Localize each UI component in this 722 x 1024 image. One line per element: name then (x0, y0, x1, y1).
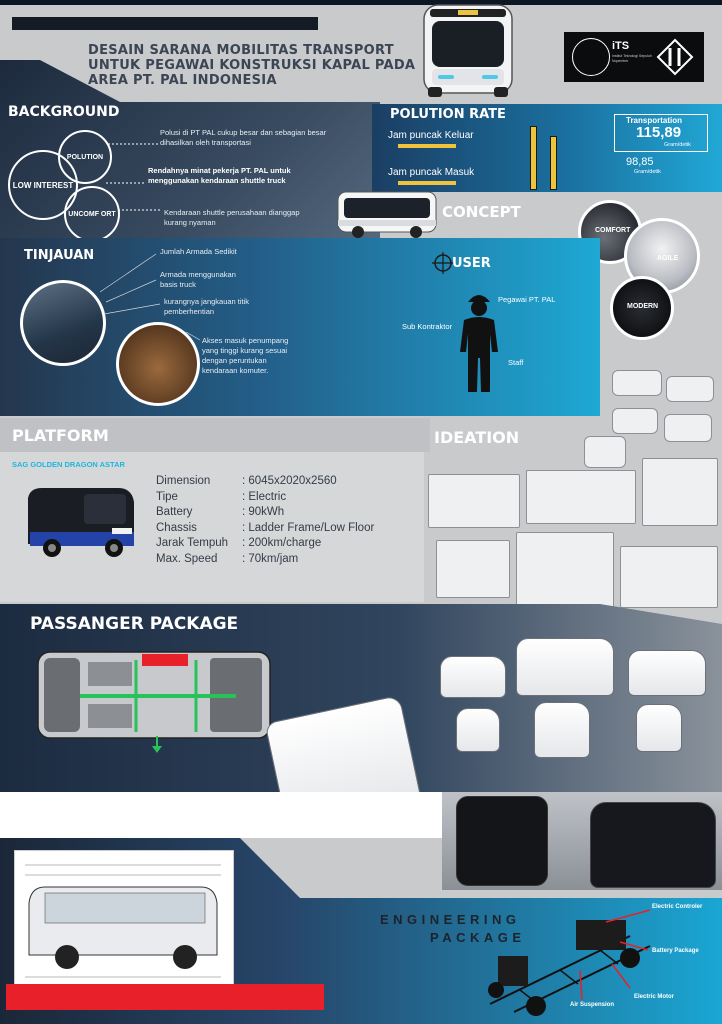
concept-comfort-photo: COMFORT (578, 200, 642, 264)
user-role-staff: Staff (508, 358, 524, 367)
white-band (0, 792, 442, 838)
tinjauan-point-1: Jumlah Armada Sedikit (160, 247, 237, 256)
polution-masuk-label: Jam puncak Masuk (388, 167, 475, 178)
user-crosshair-icon (432, 252, 454, 274)
concept-modern-photo: MODERN (610, 276, 674, 340)
polution-masuk-bar (398, 181, 456, 185)
polution-unit-2: Gram/detik (634, 169, 661, 175)
ideation-sketch-5 (436, 540, 510, 598)
dp-monogram-icon (656, 38, 694, 76)
its-logo-subtext: Institut Teknologi Sepuluh Nopember (612, 54, 652, 63)
background-title: BACKGROUND (8, 104, 120, 120)
header-title: DESAIN SARANA MOBILITAS TRANSPORT UNTUK PEGAWAI KONSTRUKSI KAPAL PADA AREA PT. PAL INDONESIA (88, 43, 416, 88)
its-logo-text: iTS (612, 40, 630, 52)
dark-bus-front-render (590, 802, 716, 888)
technical-drawing (14, 850, 234, 988)
platform-specs (156, 474, 374, 567)
engineering-title-1: ENGINEERING (380, 912, 521, 927)
render-bus-5 (534, 702, 590, 758)
user-role-pegawai: Pegawai PT. PAL (498, 295, 556, 304)
concept-sketch-3 (612, 408, 658, 434)
circle-uncomfort: UNCOMF ORT (64, 186, 120, 242)
label-electric-controler: Electric Controler (652, 904, 703, 910)
tinjauan-point-3: kurangnya jangkauan titik pemberhentian (164, 297, 250, 316)
user-title: USER (452, 256, 491, 271)
ideation-sketch-1 (584, 436, 626, 468)
header-bus-front-image (418, 3, 518, 99)
concept-sketch-1 (612, 370, 662, 396)
polution-value-1: 115,89 (636, 124, 682, 141)
label-air-suspension: Air Suspension (570, 1002, 615, 1008)
polution-box-title: Transportation (626, 116, 683, 125)
concept-agile-photo: AGILE (624, 218, 700, 294)
its-logo (572, 38, 610, 76)
concept-title: CONCEPT (442, 203, 521, 221)
ideation-title: IDEATION (434, 428, 520, 447)
tinjauan-title: TINJAUAN (24, 248, 95, 263)
spec-row: Chassis : Ladder Frame/Low Floor (156, 521, 375, 534)
background-point-1: Polusi di PT PAL cukup besar dan sebagian besar dihasilkan oleh transportasi (160, 128, 327, 147)
background-point-3: Kendaraan shuttle perusahaan dianggap kurang nyaman (164, 208, 300, 227)
background-point-2: Rendahnya minat pekerja PT. PAL untuk menggunakan kendaraan shuttle truck (148, 166, 291, 185)
platform-subtitle: SAG GOLDEN DRAGON ASTAR (12, 460, 125, 469)
logo-box (564, 32, 704, 82)
polution-keluar-label: Jam puncak Keluar (388, 130, 474, 141)
circle-low-interest: LOW INTEREST (8, 150, 78, 220)
polution-title: POLUTION RATE (390, 107, 506, 122)
worker-figure-icon (456, 288, 502, 396)
seat-layout-plan (36, 650, 272, 742)
label-electric-motor: Electric Motor (634, 994, 675, 1000)
render-bus-3 (628, 650, 706, 696)
polution-bar-masuk (550, 136, 557, 190)
platform-title: PLATFORM (12, 426, 109, 445)
platform-bus-image (22, 482, 140, 562)
ideation-sketch-4 (642, 458, 718, 526)
polution-keluar-bar (398, 144, 456, 148)
circle-polution: POLUTION (58, 130, 112, 184)
spec-row: Tipe : Electric (156, 490, 287, 503)
concept-sketch-2 (666, 376, 714, 402)
background-connectors (100, 138, 170, 218)
tinjauan-truck-photo (20, 280, 106, 366)
label-battery-package: Battery Package (652, 948, 699, 954)
side-bus-image (336, 190, 438, 240)
tinjauan-point-4: Akses masuk penumpang yang tinggi kurang sesuai dengan peruntukan kendaraan komuter. (202, 336, 289, 375)
engineering-red-arrows (560, 906, 660, 1006)
render-bus-2 (516, 638, 614, 696)
ideation-sketch-6 (516, 532, 614, 608)
ideation-sketch-7 (620, 546, 718, 608)
dark-bus-rear-render (456, 796, 548, 886)
concept-sketch-4 (664, 414, 712, 442)
tinjauan-connectors (96, 252, 206, 352)
user-role-subkontraktor: Sub Kontraktor (402, 322, 453, 331)
spec-row: Max. Speed : 70km/jam (156, 552, 299, 565)
render-bus-6 (636, 704, 682, 752)
engineering-title-2: PACKAGE (430, 930, 526, 945)
polution-value-2: 98,85 (626, 156, 654, 168)
render-bus-4 (456, 708, 500, 752)
ideation-sketch-2 (428, 474, 520, 528)
spec-row: Battery : 90kWh (156, 506, 285, 518)
tinjauan-point-2: Armada menggunakan basis truck (160, 270, 236, 289)
spec-row: Jarak Tempuh : 200km/charge (156, 537, 322, 549)
polution-chart-bars (528, 126, 562, 188)
polution-bar-keluar (530, 126, 537, 190)
top-black-bar (0, 0, 722, 5)
passanger-title: PASSANGER PACKAGE (30, 614, 239, 634)
spec-row: Dimension : 6045x2020x2560 (156, 475, 337, 487)
render-bus-1 (440, 656, 506, 698)
polution-unit-1: Gram/detik (664, 142, 691, 148)
header-bar (12, 17, 318, 30)
green-arrow-icon (150, 736, 164, 754)
ideation-sketch-3 (526, 470, 636, 524)
red-bar (6, 984, 324, 1010)
